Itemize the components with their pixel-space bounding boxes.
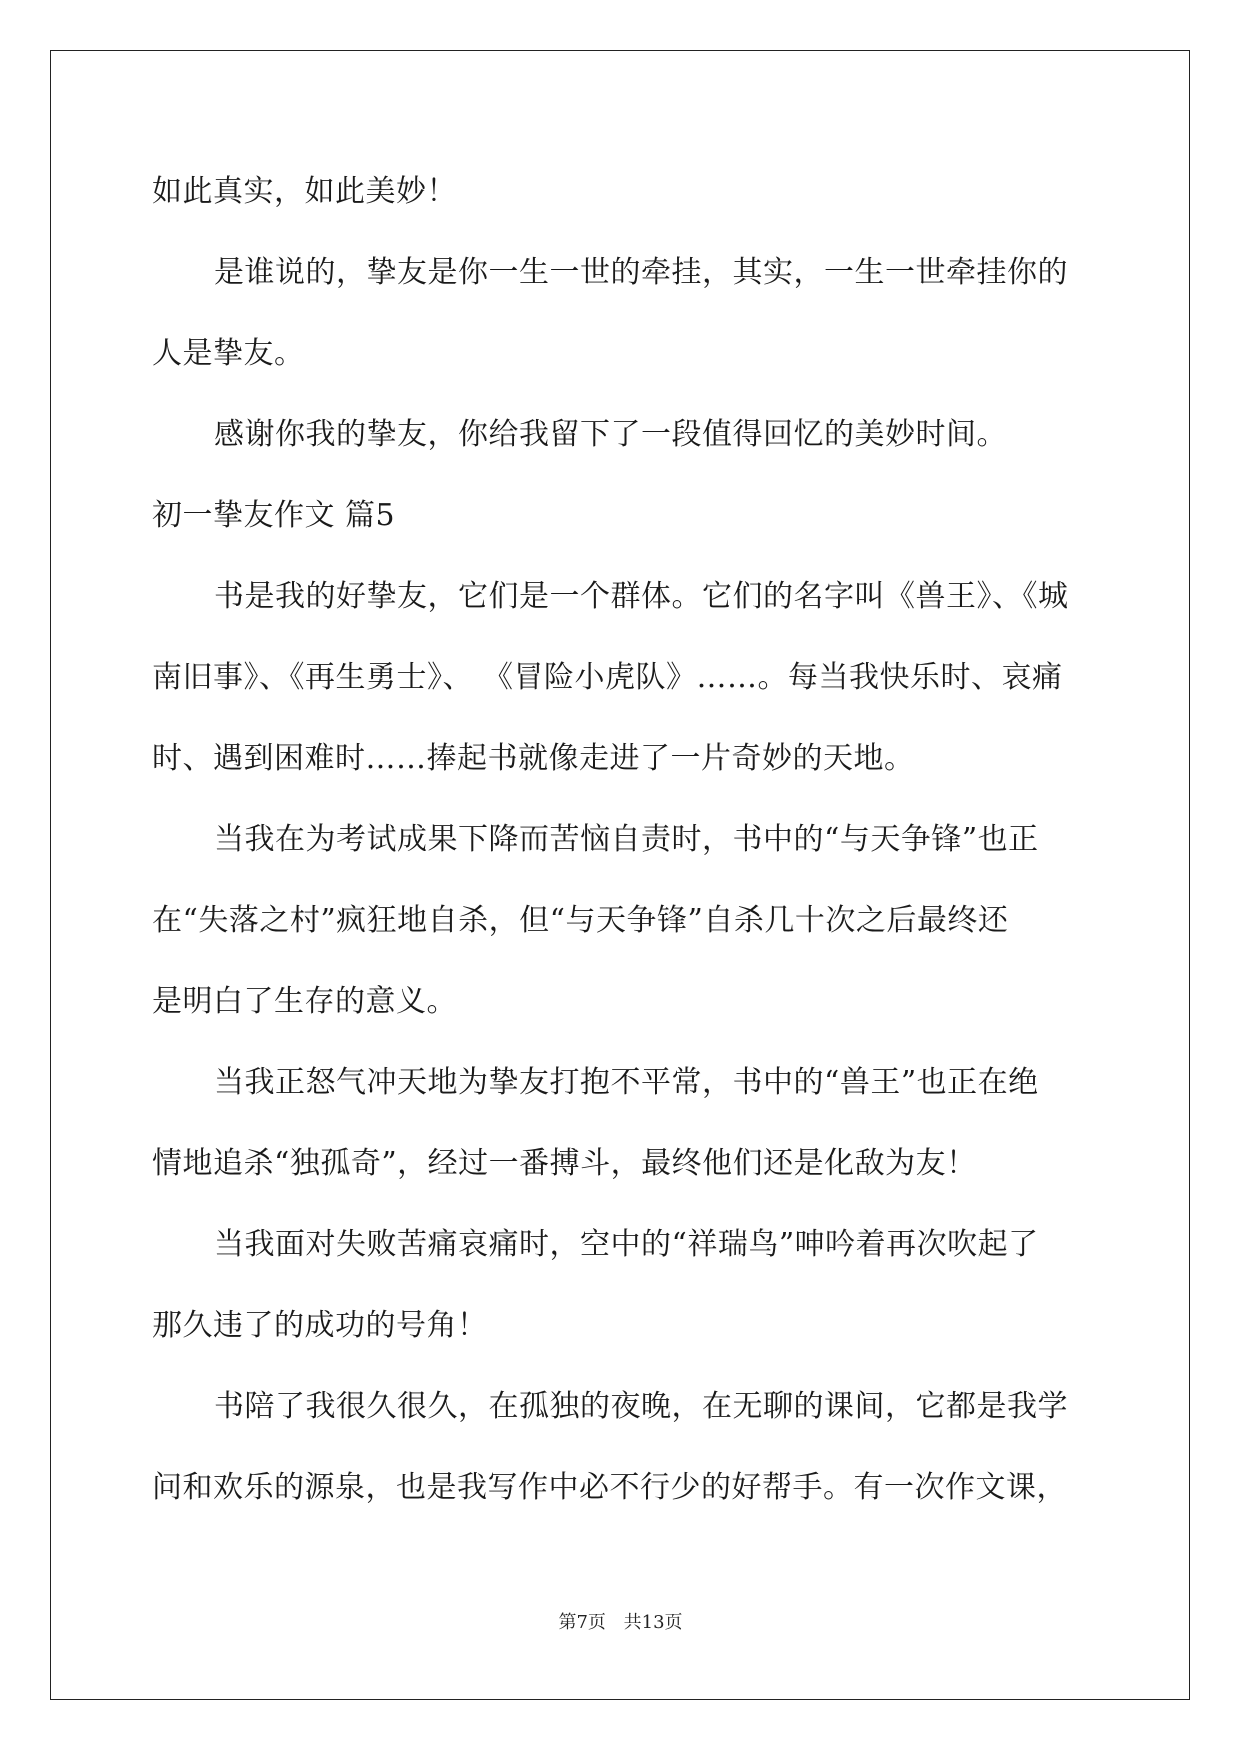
page-number: 第7页 bbox=[558, 1612, 606, 1633]
page-total: 共13页 bbox=[623, 1612, 683, 1633]
text-line: 如此真实，如此美妙！ bbox=[152, 174, 457, 209]
page-border bbox=[50, 50, 1190, 1700]
text-line: 问和欢乐的源泉，也是我写作中必不行少的好帮手。有一次作文课， bbox=[152, 1470, 1067, 1505]
paragraph-line: 当我正怒气冲天地为挚友打抱不平常，书中的“兽王”也正在绝 bbox=[214, 1065, 1039, 1100]
paragraph-line: 感谢你我的挚友，你给我留下了一段值得回忆的美妙时间。 bbox=[214, 417, 1007, 452]
page-footer bbox=[0, 1612, 1241, 1634]
paragraph-line: 当我在为考试成果下降而苦恼自责时，书中的“与天争锋”也正 bbox=[214, 822, 1039, 857]
text-line: 是明白了生存的意义。 bbox=[152, 984, 457, 1019]
paragraph-line: 当我面对失败苦痛哀痛时，空中的“祥瑞鸟”呻吟着再次吹起了 bbox=[214, 1227, 1039, 1262]
paragraph-line: 书是我的好挚友，它们是一个群体。它们的名字叫《兽王》、《城 bbox=[214, 579, 1069, 614]
text-line: 情地追杀“独孤奇”，经过一番搏斗，最终他们还是化敌为友！ bbox=[152, 1146, 977, 1181]
paragraph-line: 书陪了我很久很久，在孤独的夜晚，在无聊的课间，它都是我学 bbox=[214, 1389, 1068, 1424]
paragraph-line: 是谁说的，挚友是你一生一世的牵挂，其实，一生一世牵挂你的 bbox=[214, 255, 1068, 290]
section-heading: 初一挚友作文 篇5 bbox=[152, 498, 396, 533]
text-line: 人是挚友。 bbox=[152, 336, 305, 371]
text-line: 在“失落之村”疯狂地自杀，但“与天争锋”自杀几十次之后最终还 bbox=[152, 903, 1009, 938]
text-line: 南旧事》、《再生勇士》、 《冒险小虎队》……。每当我快乐时、哀痛 bbox=[152, 660, 1063, 695]
text-line: 那久违了的成功的号角！ bbox=[152, 1308, 488, 1343]
text-line: 时、遇到困难时……捧起书就像走进了一片奇妙的天地。 bbox=[152, 741, 915, 776]
